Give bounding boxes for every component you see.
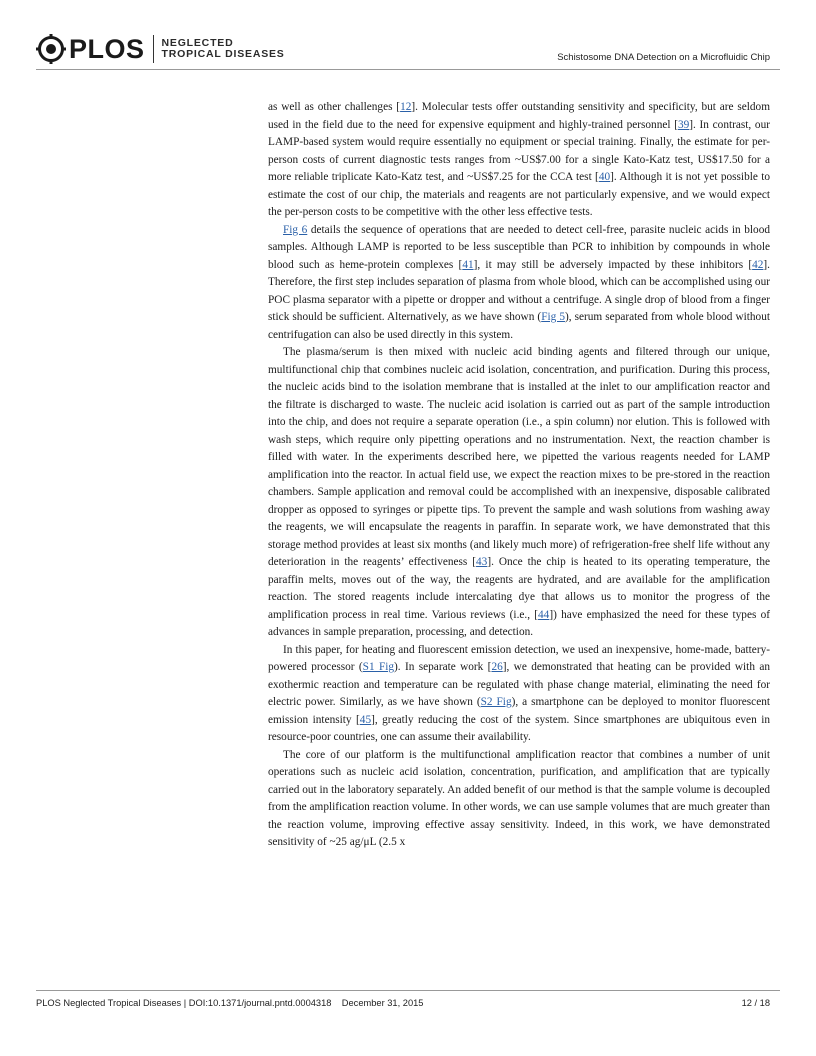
journal-name-line1: NEGLECTED: [161, 37, 234, 49]
citation-link[interactable]: 39: [677, 118, 690, 131]
citation-link[interactable]: 40: [598, 171, 611, 183]
paragraph-text: The core of our platform is the multifunctional amplification reactor that combines a number of unit operations such as nucleic acid isolation, concentration, purification, and amplification that are typically carried out in the laboratory separately. An added benefit of our method is that the sample volume is decoupled from the amplification reaction volume. In other words, we can use sample volumes that are much greater than the reaction volume, improving effective assay sensitivity. Indeed, in this work, we have demonstrated sensitivity of ~25 ag/μL (2.5 x: [268, 748, 770, 848]
citation-link[interactable]: Fig 5: [541, 311, 565, 323]
paragraph: [268, 344, 770, 642]
citation-link[interactable]: 26: [491, 661, 503, 673]
citation-link[interactable]: 45: [359, 713, 372, 726]
paragraph-text: ], we demonstrated that heating can be provided with an exothermic reaction and temperature can be regulated with phase change material, eliminating the need for electric power. Similarly, as we have shown (: [268, 661, 770, 708]
footer-date: December 31, 2015: [341, 998, 424, 1008]
header-rule: [36, 69, 780, 70]
paragraph-text: ]. In contrast, our LAMP-based system would require essentially no equipment or special training. Finally, the estimate for per-person costs of current diagnostic tests ranges from ~US$7.00 for a single Kato-Katz test, US$17.50 for a more reliable triplicate Kato-Katz test, and ~US$7.25 for the CCA test [: [268, 118, 770, 183]
paragraph: [268, 747, 770, 852]
citation-link[interactable]: S2 Fig: [480, 696, 512, 708]
paragraph-text: details the sequence of operations that are needed to detect cell-free, parasite nucleic acids in blood samples. Although LAMP is reported to be less susceptible than PCR to inhibition by compounds in whole blood such as heme-protein complexes [: [268, 223, 771, 271]
paragraph-text: ], greatly reducing the cost of the system. Since smartphones are ubiquitous even in resource-poor countries, one can assume their availability.: [268, 713, 770, 743]
logo-wordmark: PLOS: [69, 34, 145, 64]
footer-doi: PLOS Neglected Tropical Diseases | DOI:10.1371/journal.pntd.0004318: [36, 998, 332, 1008]
paragraph: [268, 642, 770, 747]
article-body: [268, 99, 770, 852]
journal-name: [162, 38, 285, 60]
paragraph-text: ]. Once the chip is heated to its operating temperature, the paraffin melts, moves out of the way, the reagents are hydrated, and are available for the amplification reaction. The stored reagents include intercalating dye that allows us to monitor the progress of the amplification process in real time. Various reviews (i.e., [: [268, 556, 770, 621]
paragraph-text: ]) have emphasized the need for these types of advances in sample preparation, processing, and detection.: [268, 608, 770, 638]
citation-link[interactable]: 12: [400, 101, 412, 113]
plos-logo-icon: [36, 34, 66, 64]
paragraph-text: ]. Therefore, the first step includes separation of plasma from whole blood, which can be accomplished using our POC plasma separator with a pipette or dropper and without a centrifuge. A single drop of blood from a finger stick should be sufficient. Alternatively, as we have shown (: [268, 258, 770, 323]
page-number: 12 / 18: [741, 998, 770, 1008]
paragraph-text: ], it may still be adversely impacted by these inhibitors [: [473, 258, 753, 271]
paragraph-text: ]. Molecular tests offer outstanding sensitivity and specificity, but are seldom used in the field due to the need for expensive equipment and highly-trained personnel [: [268, 101, 770, 131]
citation-link[interactable]: 44: [538, 608, 550, 621]
plos-logo[interactable]: [36, 34, 285, 64]
paragraph-text: ), serum separated from whole blood without centrifugation can also be used directly in this system.: [268, 311, 770, 341]
footer-citation: [36, 998, 423, 1008]
paragraph-text: as well as other challenges [: [268, 101, 401, 113]
journal-name-line2: TROPICAL DISEASES: [161, 48, 285, 60]
paragraph: [268, 99, 770, 222]
paragraph: [268, 222, 770, 345]
citation-link[interactable]: Fig 6: [283, 223, 308, 236]
running-title: Schistosome DNA Detection on a Microfluidic Chip: [557, 52, 770, 63]
citation-link[interactable]: 41: [462, 258, 474, 271]
paragraph-text: In this paper, for heating and fluorescent emission detection, we used an inexpensive, home-made, battery-powered processor (: [268, 643, 770, 673]
citation-link[interactable]: S1 Fig: [362, 661, 395, 673]
paragraph-text: The plasma/serum is then mixed with nucleic acid binding agents and filtered through our unique, multifunctional chip that combines nucleic acid isolation, concentration, and purification. During this process, the nucleic acids bind to the isolation membrane that is installed at the inlet to our amplification reactor and the filtrate is discharged to waste. The nucleic acid isolation is carried out as part of the sample introduction into the chip, and does not require a separate operation (i.e., a spin column) nor elution. This is followed with wash steps, which require only pipetting operations and no instrumentation. Next, the reaction chamber is filled with water. In the experiments described here, we pipetted the various reagents needed for LAMP amplification into the reactor. In actual field use, we expect the reaction mixes to be pre-stored in the reaction chambers. Sample application and removal could be accomplished with an inexpensive, disposable calibrated dropper as opposed to syringes or pipette tips. To prevent the sample and wash solutions from washing away the reagents, we will encapsulate the reagents in paraffin. In separate work, we have demonstrated that this storage method provides at least six months (and likely much more) of refrigeration-free shelf life without any deterioration in the reagents’ effectiveness [: [268, 346, 770, 568]
paragraph-text: ). In separate work [: [394, 661, 492, 673]
page-header: [36, 30, 780, 70]
logo-divider: [153, 35, 154, 63]
citation-link[interactable]: 43: [476, 556, 488, 568]
citation-link[interactable]: 42: [752, 258, 764, 271]
paragraph-text: ), a smartphone can be deployed to monitor fluorescent emission intensity [: [268, 696, 770, 726]
footer-rule: [36, 990, 780, 991]
paragraph-text: ]. Although it is not yet possible to estimate the cost of our chip, the materials and reagents are not particularly expensive, and we would expect the per-person costs to be competitive with the other less effective tests.: [268, 171, 770, 218]
